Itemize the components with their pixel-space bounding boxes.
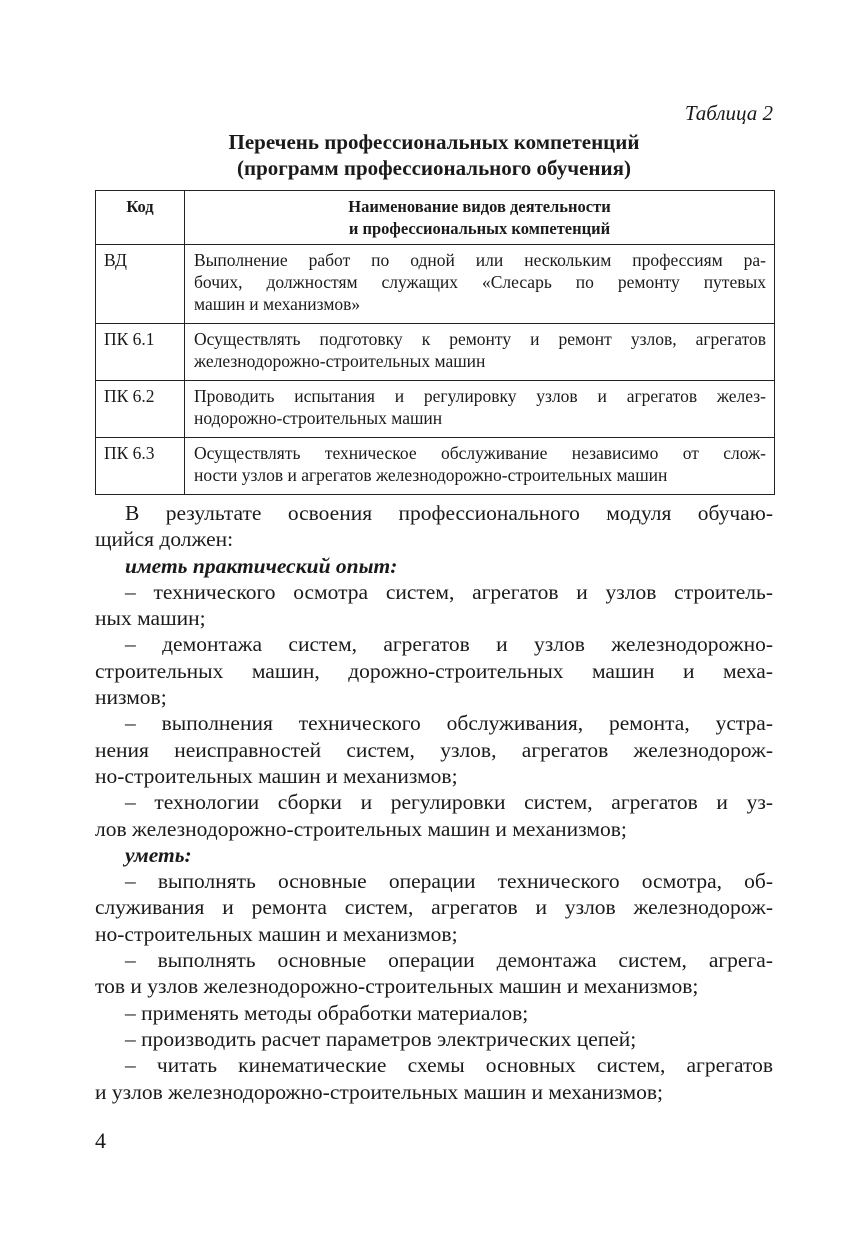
- description-line: Осуществлять подготовку к ремонту и ремонт узлов, агрегатов: [194, 329, 766, 349]
- description-line: железнодорожно-строительных машин: [194, 351, 486, 371]
- table-title: [95, 129, 773, 181]
- list-item-line: тов и узлов железнодорожно-строительных машин и механизмов;: [95, 974, 699, 999]
- page-number: 4: [95, 1128, 106, 1153]
- list-item-line: строительных машин, дорожно-строительных машин и меха-: [95, 658, 773, 683]
- list-item-line: – выполнять основные операции демонтажа систем, агрега-: [125, 948, 773, 973]
- table-row: [96, 245, 775, 324]
- list-item-line: лов железнодорожно-строительных машин и механизмов;: [95, 816, 627, 841]
- description-line: Проводить испытания и регулировку узлов и агрегатов желез-: [194, 386, 766, 406]
- list-item-line: – выполнения технического обслуживания, ремонта, устра-: [125, 711, 773, 736]
- row-code: ПК 6.1: [96, 324, 185, 381]
- description-line: Выполнение работ по одной или нескольким профессиям ра-: [194, 250, 766, 270]
- table-header-row: [96, 191, 775, 245]
- list-item-line: – выполнять основные операции технического осмотра, об-: [125, 869, 773, 894]
- body-text: [95, 500, 773, 1105]
- row-description: [185, 245, 775, 324]
- table-title-line: (программ профессионального обучения): [237, 156, 631, 180]
- list-item-line: нения неисправностей систем, узлов, агрегатов железнодорож-: [95, 737, 773, 762]
- row-code: ПК 6.2: [96, 381, 185, 438]
- list-item-line: – читать кинематические схемы основных систем, агрегатов: [125, 1053, 773, 1078]
- header-name-line: Наименование видов деятельности: [348, 197, 611, 216]
- list-item-line: – применять методы обработки материалов;: [125, 1000, 529, 1025]
- row-description: [185, 381, 775, 438]
- description-line: бочих, должностям служащих «Слесарь по ремонту путевых: [194, 272, 766, 292]
- competencies-table: [95, 190, 775, 495]
- list-item-line: – производить расчет параметров электрических цепей;: [125, 1026, 637, 1051]
- table-title-line: Перечень профессиональных компетенций: [228, 130, 640, 154]
- row-code: ВД: [96, 245, 185, 324]
- description-line: ности узлов и агрегатов железнодорожно-строительных машин: [194, 465, 668, 485]
- list-item-line: и узлов железнодорожно-строительных машин и механизмов;: [95, 1079, 663, 1104]
- list-item-line: но-строительных машин и механизмов;: [95, 921, 458, 946]
- description-line: нодорожно-строительных машин: [194, 408, 443, 428]
- row-description: [185, 324, 775, 381]
- table-label: Таблица 2: [684, 101, 773, 125]
- experience-heading: иметь практический опыт:: [125, 553, 398, 578]
- header-name-line: и профессиональных компетенций: [348, 219, 611, 238]
- description-line: машин и механизмов»: [194, 294, 361, 314]
- list-item-line: служивания и ремонта систем, агрегатов и узлов железнодорож-: [95, 895, 773, 920]
- header-name: [185, 191, 775, 245]
- list-item-line: ных машин;: [95, 606, 206, 631]
- list-item-line: – технологии сборки и регулировки систем, агрегатов и уз-: [125, 790, 773, 815]
- skills-heading: уметь:: [125, 842, 192, 867]
- paragraph-line: В результате освоения профессионального модуля обучаю-: [125, 501, 773, 525]
- row-code: ПК 6.3: [96, 438, 185, 495]
- list-item-line: но-строительных машин и механизмов;: [95, 763, 458, 788]
- table-row: [96, 381, 775, 438]
- header-code: Код: [96, 191, 185, 245]
- list-item-line: – демонтажа систем, агрегатов и узлов железнодорожно-: [125, 632, 773, 657]
- table-row: [96, 438, 775, 495]
- row-description: [185, 438, 775, 495]
- list-item-line: низмов;: [95, 685, 167, 710]
- paragraph-line: щийся должен:: [95, 527, 234, 552]
- list-item-line: – технического осмотра систем, агрегатов и узлов строитель-: [125, 579, 773, 604]
- table-row: [96, 324, 775, 381]
- description-line: Осуществлять техническое обслуживание независимо от слож-: [194, 443, 766, 463]
